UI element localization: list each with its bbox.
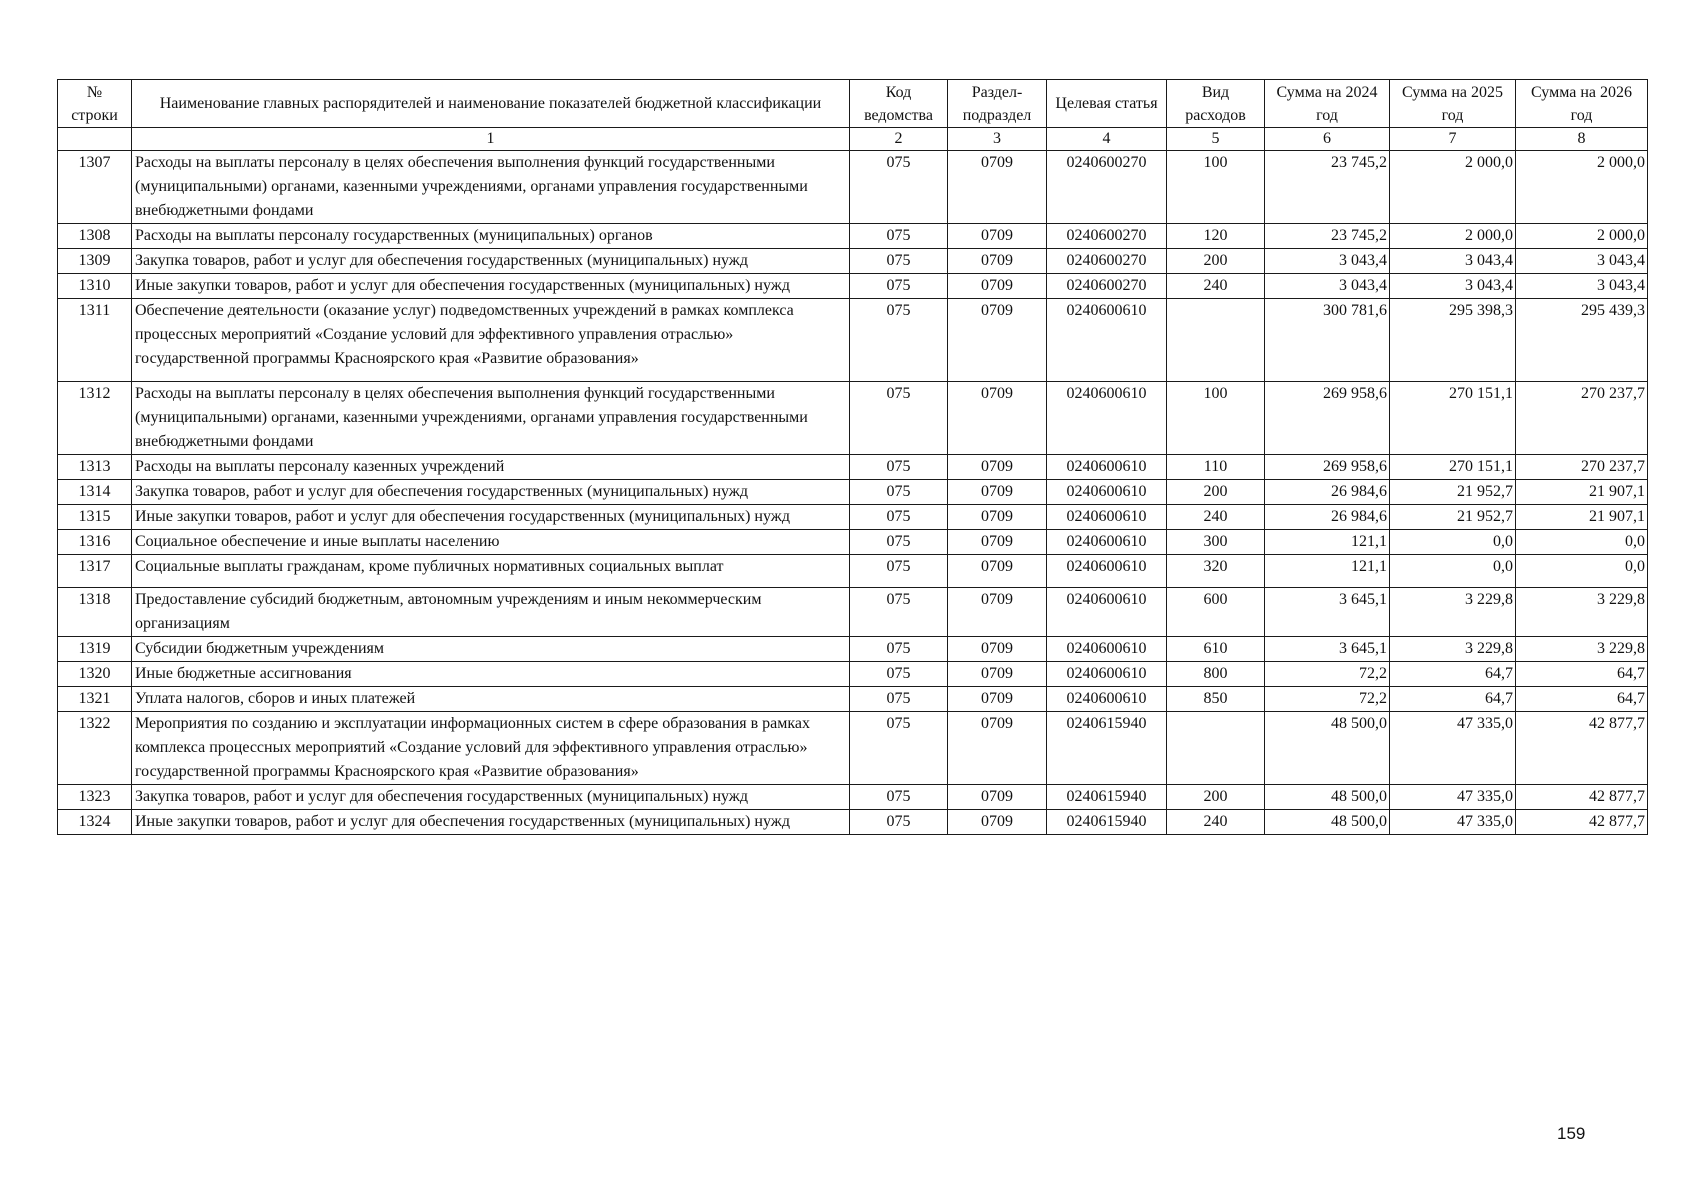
table-row [58, 224, 1648, 249]
row-section: 0709 [948, 505, 1047, 530]
row-section: 0709 [948, 151, 1047, 224]
row-sum-2025: 2 000,0 [1390, 224, 1516, 249]
row-section: 0709 [948, 712, 1047, 785]
row-name: Расходы на выплаты персоналу казенных учреждений [132, 455, 850, 480]
row-sum-2026: 295 439,3 [1516, 299, 1648, 382]
row-name: Закупка товаров, работ и услуг для обеспечения государственных (муниципальных) нужд [132, 480, 850, 505]
row-sum-2026: 3 229,8 [1516, 588, 1648, 637]
row-sum-2025: 3 043,4 [1390, 249, 1516, 274]
column-number: 3 [948, 128, 1047, 151]
row-section: 0709 [948, 588, 1047, 637]
row-name: Иные бюджетные ассигнования [132, 662, 850, 687]
row-target: 0240600610 [1047, 555, 1167, 588]
row-name: Субсидии бюджетным учреждениям [132, 637, 850, 662]
row-name: Мероприятия по созданию и эксплуатации информационных систем в сфере образования в рамках комплекса процессных мероприятий «Создание условий для эффективного управления отраслью» государственной программы Красноярского края «Развитие образования» [132, 712, 850, 785]
header-row-no: № строки [58, 80, 132, 128]
row-expense-type: 320 [1167, 555, 1265, 588]
row-number: 1312 [58, 382, 132, 455]
table-row [58, 637, 1648, 662]
row-expense-type: 200 [1167, 785, 1265, 810]
row-sum-2025: 270 151,1 [1390, 455, 1516, 480]
row-name: Закупка товаров, работ и услуг для обеспечения государственных (муниципальных) нужд [132, 785, 850, 810]
column-number-row [58, 128, 1648, 151]
row-number: 1321 [58, 687, 132, 712]
budget-table-container [57, 79, 1647, 835]
row-name: Иные закупки товаров, работ и услуг для обеспечения государственных (муниципальных) нужд [132, 274, 850, 299]
row-sum-2026: 2 000,0 [1516, 224, 1648, 249]
row-sum-2024: 48 500,0 [1265, 712, 1390, 785]
row-sum-2024: 300 781,6 [1265, 299, 1390, 382]
row-dept-code: 075 [850, 274, 948, 299]
row-name: Иные закупки товаров, работ и услуг для обеспечения государственных (муниципальных) нужд [132, 505, 850, 530]
row-expense-type: 200 [1167, 480, 1265, 505]
row-dept-code: 075 [850, 382, 948, 455]
row-dept-code: 075 [850, 224, 948, 249]
column-number: 4 [1047, 128, 1167, 151]
row-sum-2026: 42 877,7 [1516, 810, 1648, 835]
table-row [58, 687, 1648, 712]
column-number: 7 [1390, 128, 1516, 151]
row-name: Расходы на выплаты персоналу в целях обеспечения выполнения функций государственными (муниципальными) органами, казенными учреждениями, органами управления государственными внебюджетными фондами [132, 151, 850, 224]
row-sum-2026: 3 043,4 [1516, 249, 1648, 274]
row-section: 0709 [948, 249, 1047, 274]
row-expense-type: 300 [1167, 530, 1265, 555]
row-target: 0240600610 [1047, 662, 1167, 687]
row-sum-2026: 0,0 [1516, 555, 1648, 588]
row-sum-2026: 42 877,7 [1516, 712, 1648, 785]
row-sum-2025: 295 398,3 [1390, 299, 1516, 382]
row-dept-code: 075 [850, 480, 948, 505]
column-number: 6 [1265, 128, 1390, 151]
table-row [58, 274, 1648, 299]
row-name: Предоставление субсидий бюджетным, автономным учреждениям и иным некоммерческим организациям [132, 588, 850, 637]
row-name: Иные закупки товаров, работ и услуг для обеспечения государственных (муниципальных) нужд [132, 810, 850, 835]
budget-table [57, 79, 1648, 835]
row-sum-2024: 48 500,0 [1265, 810, 1390, 835]
row-section: 0709 [948, 299, 1047, 382]
header-sum-2025: Сумма на 2025 год [1390, 80, 1516, 128]
row-expense-type: 200 [1167, 249, 1265, 274]
row-dept-code: 075 [850, 810, 948, 835]
row-sum-2025: 270 151,1 [1390, 382, 1516, 455]
row-number: 1307 [58, 151, 132, 224]
table-row [58, 810, 1648, 835]
row-name: Социальное обеспечение и иные выплаты населению [132, 530, 850, 555]
row-number: 1314 [58, 480, 132, 505]
row-dept-code: 075 [850, 299, 948, 382]
row-number: 1313 [58, 455, 132, 480]
row-sum-2026: 3 229,8 [1516, 637, 1648, 662]
row-sum-2024: 23 745,2 [1265, 224, 1390, 249]
row-target: 0240600610 [1047, 382, 1167, 455]
row-sum-2024: 72,2 [1265, 662, 1390, 687]
row-number: 1323 [58, 785, 132, 810]
row-number: 1317 [58, 555, 132, 588]
row-sum-2025: 64,7 [1390, 662, 1516, 687]
row-section: 0709 [948, 480, 1047, 505]
column-number: 5 [1167, 128, 1265, 151]
row-sum-2024: 3 043,4 [1265, 249, 1390, 274]
row-sum-2024: 3 645,1 [1265, 588, 1390, 637]
row-sum-2025: 21 952,7 [1390, 480, 1516, 505]
row-number: 1309 [58, 249, 132, 274]
row-sum-2025: 47 335,0 [1390, 712, 1516, 785]
row-target: 0240600270 [1047, 224, 1167, 249]
table-row [58, 455, 1648, 480]
row-dept-code: 075 [850, 687, 948, 712]
row-dept-code: 075 [850, 555, 948, 588]
table-row [58, 151, 1648, 224]
row-dept-code: 075 [850, 588, 948, 637]
row-sum-2024: 3 043,4 [1265, 274, 1390, 299]
row-sum-2026: 21 907,1 [1516, 505, 1648, 530]
row-expense-type: 800 [1167, 662, 1265, 687]
row-target: 0240600610 [1047, 455, 1167, 480]
row-expense-type: 100 [1167, 151, 1265, 224]
row-number: 1322 [58, 712, 132, 785]
row-sum-2024: 48 500,0 [1265, 785, 1390, 810]
header-target: Целевая статья [1047, 80, 1167, 128]
row-sum-2025: 2 000,0 [1390, 151, 1516, 224]
row-target: 0240600610 [1047, 530, 1167, 555]
table-row [58, 299, 1648, 382]
row-sum-2024: 3 645,1 [1265, 637, 1390, 662]
row-dept-code: 075 [850, 712, 948, 785]
row-sum-2026: 3 043,4 [1516, 274, 1648, 299]
table-row [58, 249, 1648, 274]
row-expense-type: 850 [1167, 687, 1265, 712]
row-name: Расходы на выплаты персоналу государственных (муниципальных) органов [132, 224, 850, 249]
table-row [58, 505, 1648, 530]
table-row [58, 662, 1648, 687]
row-number: 1320 [58, 662, 132, 687]
header-dept-code: Код ведомства [850, 80, 948, 128]
row-dept-code: 075 [850, 249, 948, 274]
row-name: Уплата налогов, сборов и иных платежей [132, 687, 850, 712]
row-sum-2026: 0,0 [1516, 530, 1648, 555]
row-section: 0709 [948, 555, 1047, 588]
row-expense-type: 240 [1167, 810, 1265, 835]
row-target: 0240600610 [1047, 299, 1167, 382]
row-sum-2024: 121,1 [1265, 555, 1390, 588]
row-section: 0709 [948, 530, 1047, 555]
row-number: 1324 [58, 810, 132, 835]
row-sum-2025: 0,0 [1390, 530, 1516, 555]
row-dept-code: 075 [850, 505, 948, 530]
row-sum-2026: 64,7 [1516, 662, 1648, 687]
page-number: 159 [1557, 1124, 1586, 1143]
row-sum-2024: 23 745,2 [1265, 151, 1390, 224]
row-section: 0709 [948, 662, 1047, 687]
row-target: 0240600270 [1047, 249, 1167, 274]
header-section: Раздел-подраздел [948, 80, 1047, 128]
header-expense-type: Вид расходов [1167, 80, 1265, 128]
row-sum-2025: 64,7 [1390, 687, 1516, 712]
row-dept-code: 075 [850, 662, 948, 687]
column-number [58, 128, 132, 151]
row-sum-2024: 269 958,6 [1265, 382, 1390, 455]
row-expense-type: 600 [1167, 588, 1265, 637]
row-sum-2026: 42 877,7 [1516, 785, 1648, 810]
header-row [58, 80, 1648, 128]
row-target: 0240600610 [1047, 687, 1167, 712]
row-target: 0240615940 [1047, 785, 1167, 810]
row-sum-2025: 3 043,4 [1390, 274, 1516, 299]
row-dept-code: 075 [850, 637, 948, 662]
row-number: 1315 [58, 505, 132, 530]
table-row [58, 480, 1648, 505]
row-target: 0240600610 [1047, 588, 1167, 637]
row-target: 0240615940 [1047, 712, 1167, 785]
row-sum-2026: 270 237,7 [1516, 382, 1648, 455]
table-row [58, 712, 1648, 785]
row-section: 0709 [948, 274, 1047, 299]
row-name: Расходы на выплаты персоналу в целях обеспечения выполнения функций государственными (муниципальными) органами, казенными учреждениями, органами управления государственными внебюджетными фондами [132, 382, 850, 455]
row-target: 0240600270 [1047, 151, 1167, 224]
column-number: 2 [850, 128, 948, 151]
row-sum-2026: 64,7 [1516, 687, 1648, 712]
row-expense-type: 240 [1167, 274, 1265, 299]
row-sum-2024: 26 984,6 [1265, 505, 1390, 530]
row-expense-type: 240 [1167, 505, 1265, 530]
row-sum-2025: 21 952,7 [1390, 505, 1516, 530]
row-expense-type: 100 [1167, 382, 1265, 455]
row-sum-2026: 2 000,0 [1516, 151, 1648, 224]
row-dept-code: 075 [850, 455, 948, 480]
row-sum-2024: 26 984,6 [1265, 480, 1390, 505]
row-target: 0240600270 [1047, 274, 1167, 299]
row-number: 1316 [58, 530, 132, 555]
row-target: 0240600610 [1047, 637, 1167, 662]
row-sum-2025: 3 229,8 [1390, 588, 1516, 637]
row-sum-2024: 269 958,6 [1265, 455, 1390, 480]
table-row [58, 382, 1648, 455]
row-target: 0240600610 [1047, 505, 1167, 530]
row-section: 0709 [948, 810, 1047, 835]
row-sum-2024: 72,2 [1265, 687, 1390, 712]
row-expense-type: 110 [1167, 455, 1265, 480]
row-section: 0709 [948, 382, 1047, 455]
header-sum-2024: Сумма на 2024 год [1265, 80, 1390, 128]
header-name: Наименование главных распорядителей и наименование показателей бюджетной классификации [132, 80, 850, 128]
row-sum-2025: 3 229,8 [1390, 637, 1516, 662]
row-number: 1310 [58, 274, 132, 299]
table-row [58, 555, 1648, 588]
table-row [58, 588, 1648, 637]
row-number: 1311 [58, 299, 132, 382]
row-expense-type [1167, 712, 1265, 785]
row-section: 0709 [948, 687, 1047, 712]
row-dept-code: 075 [850, 530, 948, 555]
row-section: 0709 [948, 785, 1047, 810]
row-name: Социальные выплаты гражданам, кроме публичных нормативных социальных выплат [132, 555, 850, 588]
row-expense-type: 610 [1167, 637, 1265, 662]
header-sum-2026: Сумма на 2026 год [1516, 80, 1648, 128]
row-name: Обеспечение деятельности (оказание услуг) подведомственных учреждений в рамках комплекса процессных мероприятий «Создание условий для эффективного управления отраслью» государственной программы Красноярского края «Развитие образования» [132, 299, 850, 382]
column-number: 1 [132, 128, 850, 151]
table-body [58, 151, 1648, 835]
row-dept-code: 075 [850, 785, 948, 810]
row-expense-type [1167, 299, 1265, 382]
row-sum-2024: 121,1 [1265, 530, 1390, 555]
row-sum-2026: 21 907,1 [1516, 480, 1648, 505]
row-sum-2026: 270 237,7 [1516, 455, 1648, 480]
row-section: 0709 [948, 455, 1047, 480]
row-name: Закупка товаров, работ и услуг для обеспечения государственных (муниципальных) нужд [132, 249, 850, 274]
row-dept-code: 075 [850, 151, 948, 224]
row-number: 1318 [58, 588, 132, 637]
row-section: 0709 [948, 637, 1047, 662]
row-target: 0240615940 [1047, 810, 1167, 835]
row-section: 0709 [948, 224, 1047, 249]
row-target: 0240600610 [1047, 480, 1167, 505]
row-sum-2025: 0,0 [1390, 555, 1516, 588]
table-row [58, 785, 1648, 810]
column-number: 8 [1516, 128, 1648, 151]
table-row [58, 530, 1648, 555]
row-number: 1319 [58, 637, 132, 662]
row-number: 1308 [58, 224, 132, 249]
row-expense-type: 120 [1167, 224, 1265, 249]
row-sum-2025: 47 335,0 [1390, 785, 1516, 810]
row-sum-2025: 47 335,0 [1390, 810, 1516, 835]
